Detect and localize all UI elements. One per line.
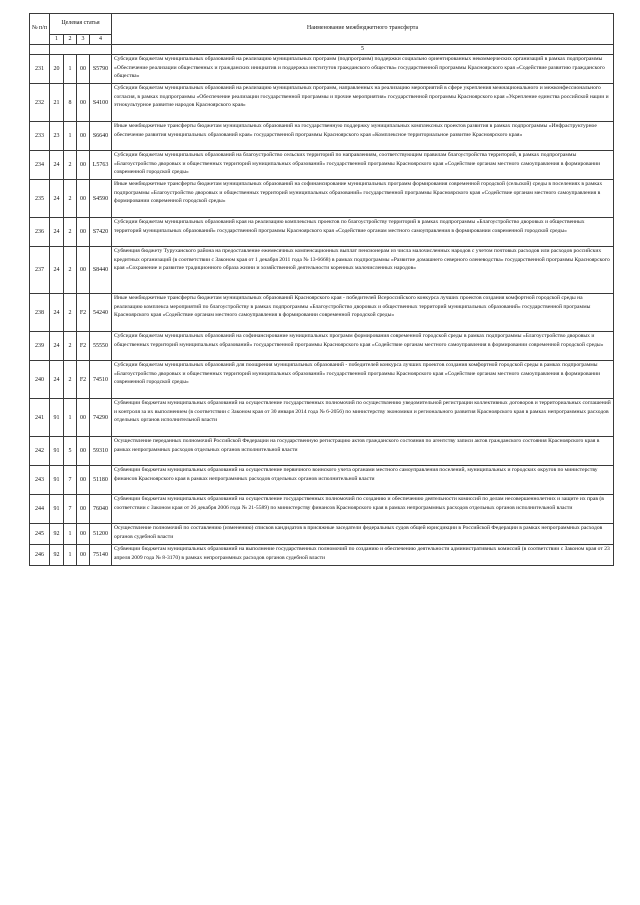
code-part-2: 1 — [64, 122, 77, 151]
code-part-4: L5763 — [90, 151, 112, 180]
row-number: 243 — [30, 466, 50, 495]
row-number: 235 — [30, 180, 50, 218]
subheader-3: 3 — [77, 35, 90, 45]
col-name-header: Наименование межбюджетного трансферта — [112, 14, 614, 45]
row-number: 233 — [30, 122, 50, 151]
code-part-3: 00 — [77, 180, 90, 218]
code-part-3: 00 — [77, 545, 90, 566]
code-part-2: 7 — [64, 466, 77, 495]
transfer-description: Субвенции бюджетам муниципальных образований на осуществление государственных полномочий по осуществлению уведомительной регистрации коллективных договоров и территориальных соглашений и контроля за их выполнением (в соответствии с Законом края от 30 января 2014 года № 6-2056) по министерству экономики и регионального развития Красноярского края в рамках непрограммных расходов отдельных органов исполнительной власти — [112, 399, 614, 437]
code-part-4: 74510 — [90, 361, 112, 399]
row-number: 241 — [30, 399, 50, 437]
code-part-2: 2 — [64, 180, 77, 218]
code-part-3: 00 — [77, 495, 90, 524]
row-number: 238 — [30, 294, 50, 332]
code-part-4: 59310 — [90, 437, 112, 466]
table-row — [30, 180, 614, 218]
table-row — [30, 122, 614, 151]
transfer-description: Субсидии бюджетам муниципальных образований для поощрения муниципальных образований - победителей конкурса лучших проектов создания комфортной городской среды в рамках подпрограммы «Благоустройство дворовых и общественных территорий муниципальных образований» государственной программы Красноярского края «Содействие органам местного самоуправления в формировании современной городской среды» — [112, 361, 614, 399]
table-row — [30, 361, 614, 399]
table-body — [30, 55, 614, 566]
code-part-3: 00 — [77, 524, 90, 545]
code-part-3: 00 — [77, 466, 90, 495]
row-number: 245 — [30, 524, 50, 545]
col-num-header: № п/п — [30, 14, 50, 45]
subheader-4: 4 — [90, 35, 112, 45]
row-number: 242 — [30, 437, 50, 466]
code-part-3: F2 — [77, 361, 90, 399]
code-part-3: 00 — [77, 437, 90, 466]
code-part-2: 8 — [64, 84, 77, 122]
row-number: 234 — [30, 151, 50, 180]
table-row — [30, 545, 614, 566]
transfers-table — [29, 13, 614, 566]
code-part-1: 20 — [50, 55, 64, 84]
code-part-3: 00 — [77, 84, 90, 122]
code-part-1: 24 — [50, 151, 64, 180]
table-row — [30, 218, 614, 247]
code-part-1: 91 — [50, 495, 64, 524]
code-part-1: 92 — [50, 524, 64, 545]
transfer-description: Субвенции бюджетам муниципальных образований на осуществление государственных полномочий по созданию и обеспечению деятельности комиссий по делам несовершеннолетних и защите их прав (в соответствии с Законом края от 26 декабря 2006 года № 21-5589) по министерству финансов Красноярского края в рамках непрограммных расходов отдельных органов исполнительной власти — [112, 495, 614, 524]
code-part-4: 75140 — [90, 545, 112, 566]
code-part-4: S8440 — [90, 247, 112, 294]
row-number: 236 — [30, 218, 50, 247]
code-part-1: 24 — [50, 332, 64, 361]
row-number: 232 — [30, 84, 50, 122]
subheader-2: 2 — [64, 35, 77, 45]
table-row — [30, 294, 614, 332]
code-part-2: 5 — [64, 437, 77, 466]
transfer-description: Субвенции бюджетам муниципальных образований на осуществление первичного воинского учета органами местного самоуправления поселений, муниципальных и городских округов по министерству финансов Красноярского края в рамках непрограммных расходов отдельных органов исполнительной власти — [112, 466, 614, 495]
transfer-description: Субвенция бюджету Туруханского района на предоставление ежемесячных компенсационных выплат пенсионерам из числа малочисленных народов с учетом почтовых расходов или расходов российских кредитных организаций (в соответствии с Законом края от 1 декабря 2011 года № 13-6668) в рамках подпрограммы «Развитие домашнего северного оленеводства» государственной программы Красноярского края «Сохранение и развитие традиционного образа жизни и хозяйственной деятельности коренных малочисленных народов» — [112, 247, 614, 294]
code-part-3: 00 — [77, 151, 90, 180]
code-part-3: F2 — [77, 294, 90, 332]
table-row — [30, 247, 614, 294]
code-part-3: 00 — [77, 218, 90, 247]
code-part-2: 2 — [64, 151, 77, 180]
row-number: 240 — [30, 361, 50, 399]
code-part-2: 2 — [64, 247, 77, 294]
code-part-4: 51200 — [90, 524, 112, 545]
code-part-2: 1 — [64, 545, 77, 566]
code-part-2: 1 — [64, 55, 77, 84]
transfer-description: Иные межбюджетные трансферты бюджетам муниципальных образований Красноярского края - победителей Всероссийского конкурса лучших проектов создания комфортной городской среды на реализацию комплекса мероприятий по благоустройству в рамках подпрограммы «Благоустройство дворовых и общественных территорий муниципальных образований» государственной программы Красноярского края «Содействие органам местного самоуправления в формировании современной городской среды» — [112, 294, 614, 332]
colnum-5: 5 — [112, 45, 614, 55]
code-part-3: 00 — [77, 122, 90, 151]
code-part-2: 2 — [64, 332, 77, 361]
code-part-4: 76040 — [90, 495, 112, 524]
code-part-2: 7 — [64, 495, 77, 524]
table-row — [30, 524, 614, 545]
code-part-3: F2 — [77, 332, 90, 361]
code-part-3: 00 — [77, 247, 90, 294]
transfer-description: Субвенции бюджетам муниципальных образований на выполнение государственных полномочий по созданию и обеспечению деятельности административных комиссий (в соответствии с Законом края от 23 апреля 2009 года № 8-3170) в рамках непрограммных расходов органов судебной власти — [112, 545, 614, 566]
code-part-1: 24 — [50, 247, 64, 294]
colnum-blank-2 — [50, 45, 112, 55]
code-part-1: 92 — [50, 545, 64, 566]
header-row — [30, 14, 614, 35]
subheader-1: 1 — [50, 35, 64, 45]
transfer-description: Субсидии бюджетам муниципальных образований на реализацию муниципальных программ (подпрограмм) поддержки социально ориентированных некоммерческих организаций в рамках подпрограммы «Обеспечение реализации общественных и гражданских инициатив и поддержка институтов гражданского общества» государственной программы Красноярского края «Содействие развитию гражданского общества» — [112, 55, 614, 84]
code-part-2: 2 — [64, 218, 77, 247]
table-row — [30, 55, 614, 84]
table-row — [30, 84, 614, 122]
colnum-blank — [30, 45, 50, 55]
code-part-4: 74290 — [90, 399, 112, 437]
code-part-4: S6640 — [90, 122, 112, 151]
transfer-description: Субсидии бюджетам муниципальных образований на благоустройство сельских территорий по направлениям, соответствующим правилам благоустройства территорий, в рамках подпрограммы «Благоустройство дворовых и общественных территорий муниципальных образований» государственной программы Красноярского края «Содействие органам местного самоуправления в формировании современной городской среды» — [112, 151, 614, 180]
table-row — [30, 466, 614, 495]
transfer-description: Субсидии бюджетам муниципальных образований края на реализацию комплексных проектов по благоустройству территорий в рамках подпрограммы «Благоустройство дворовых и общественных территорий муниципальных образований» государственной программы Красноярского края «Содействие органам местного самоуправления в формировании современной городской среды» — [112, 218, 614, 247]
code-part-1: 24 — [50, 180, 64, 218]
code-part-3: 00 — [77, 399, 90, 437]
code-part-1: 24 — [50, 294, 64, 332]
code-part-4: S7420 — [90, 218, 112, 247]
code-part-4: S5790 — [90, 55, 112, 84]
code-part-4: 51180 — [90, 466, 112, 495]
col-target-header: Целевая статья — [50, 14, 112, 35]
table-row — [30, 151, 614, 180]
code-part-2: 1 — [64, 399, 77, 437]
code-part-1: 24 — [50, 218, 64, 247]
code-part-4: 55550 — [90, 332, 112, 361]
code-part-1: 21 — [50, 84, 64, 122]
transfer-description: Иные межбюджетные трансферты бюджетам муниципальных образований на государственную поддержку муниципальных комплексных проектов развития в рамках подпрограммы «Инфраструктурное обеспечение развития муниципальных образований края» государственной программы Красноярского края «Комплексное территориальное развитие Красноярского края» — [112, 122, 614, 151]
table-row — [30, 332, 614, 361]
table-row — [30, 495, 614, 524]
transfer-description: Осуществление полномочий по составлению (изменению) списков кандидатов в присяжные заседатели федеральных судов общей юрисдикции в Российской Федерации в рамках непрограммных расходов органов судебной власти — [112, 524, 614, 545]
transfer-description: Иные межбюджетные трансферты бюджетам муниципальных образований на софинансирование муниципальных программ формирования современной городской (сельской) среды в поселениях в рамках подпрограммы «Благоустройство дворовых и общественных территорий муниципальных образований» государственной программы Красноярского края «Содействие органам местного самоуправления в формировании современной городской среды» — [112, 180, 614, 218]
code-part-1: 91 — [50, 399, 64, 437]
table-row — [30, 437, 614, 466]
code-part-4: 54240 — [90, 294, 112, 332]
code-part-1: 91 — [50, 466, 64, 495]
row-number: 246 — [30, 545, 50, 566]
budget-table-page — [29, 13, 613, 566]
row-number: 239 — [30, 332, 50, 361]
row-number: 237 — [30, 247, 50, 294]
transfer-description: Осуществление переданных полномочий Российской Федерации на государственную регистрацию актов гражданского состояния по агентству записи актов гражданского состояния Красноярского края в рамках непрограммных расходов отдельных органов исполнительной власти — [112, 437, 614, 466]
code-part-2: 2 — [64, 361, 77, 399]
code-part-2: 1 — [64, 524, 77, 545]
transfer-description: Субсидии бюджетам муниципальных образований на софинансирование муниципальных программ формирования современной городской среды в рамках подпрограммы «Благоустройство дворовых и общественных территорий муниципальных образований» государственной программы Красноярского края «Содействие органам местного самоуправления в формировании современной городской среды» — [112, 332, 614, 361]
code-part-1: 91 — [50, 437, 64, 466]
transfer-description: Субсидии бюджетам муниципальных образований на реализацию муниципальных программ, направленных на реализацию мероприятий в сфере укрепления межнационального и межконфессионального согласия, в рамках подпрограммы «Обеспечение реализации государственной программы и прочие мероприятия» государственной программы Красноярского края «Укрепление единства российской нации и этнокультурное развитие народов Красноярского края» — [112, 84, 614, 122]
table-row — [30, 399, 614, 437]
code-part-4: S4100 — [90, 84, 112, 122]
code-part-1: 23 — [50, 122, 64, 151]
code-part-3: 00 — [77, 55, 90, 84]
row-number: 244 — [30, 495, 50, 524]
row-number: 231 — [30, 55, 50, 84]
code-part-1: 24 — [50, 361, 64, 399]
code-part-4: S4590 — [90, 180, 112, 218]
column-number-row — [30, 45, 614, 55]
code-part-2: 2 — [64, 294, 77, 332]
